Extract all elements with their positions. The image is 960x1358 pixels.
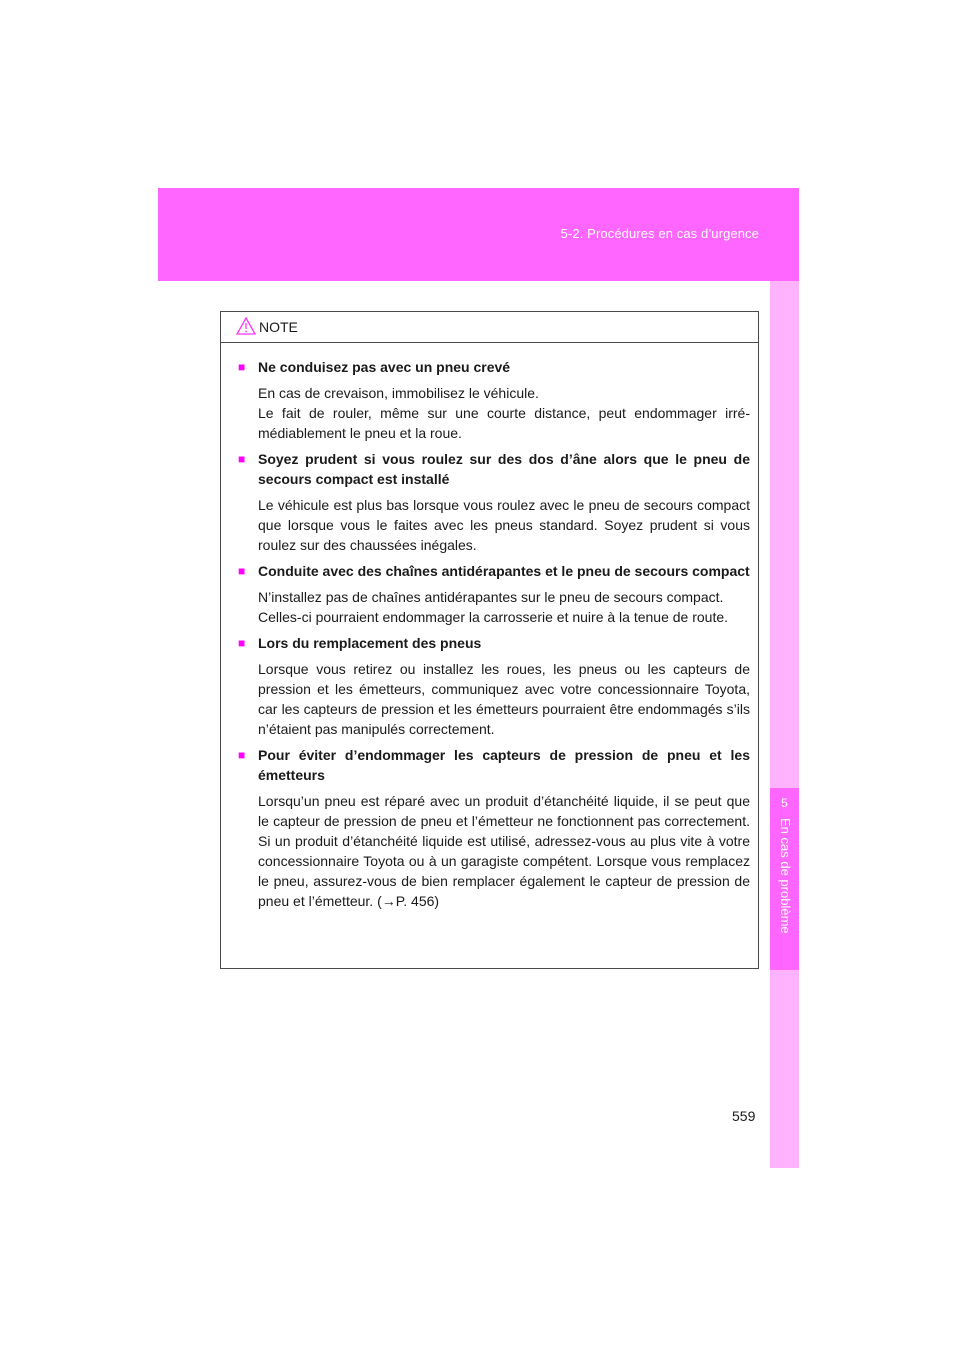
- note-item: [238, 357, 750, 443]
- chapter-label: En cas de problème: [778, 818, 793, 934]
- square-bullet-icon: ■: [238, 748, 246, 762]
- note-item-title: Pour éviter d’endommager les capteurs de pression de pneu et les émetteurs: [258, 747, 750, 783]
- square-bullet-icon: ■: [238, 452, 246, 466]
- page-number: 559: [732, 1108, 756, 1124]
- chapter-tab: [770, 788, 799, 970]
- note-item-title: Lors du remplacement des pneus: [258, 635, 482, 651]
- note-paragraph: En cas de crevaison, immobilisez le véhicule.: [258, 385, 539, 401]
- note-box: [220, 311, 759, 969]
- note-paragraph: Lorsqu’un pneu est réparé avec un produit d’étanchéité liquide, il se peut que le capteur de pression de pneu et l’émetteur ne fonctionnent pas correctement. Si un produit d’étanchéité liquide est utilisé, adressez-vous au plus vite à votre concessionnaire Toyota ou à un garagiste compétent. Lorsque vous remplacez le pneu, assurez-vous de bien remplacer également le capteur de pression de pneu et l’émetteur. (→P. 456): [258, 793, 750, 909]
- section-title: 5-2. Procédures en cas d’urgence: [560, 226, 759, 241]
- note-item: [238, 745, 750, 911]
- note-title: NOTE: [259, 319, 298, 335]
- note-paragraph: Le fait de rouler, même sur une courte distance, peut endommager irrémédiablement le pneu et la roue.: [258, 405, 750, 441]
- note-paragraph: Lorsque vous retirez ou installez les roues, les pneus ou les capteurs de pression et les émetteurs, communiquez avec votre concessionnaire Toyota, car les capteurs de pression et les émetteurs pourraient être endommagés s’ils n’étaient pas manipulés correctement.: [258, 661, 750, 737]
- note-paragraph: Le véhicule est plus bas lorsque vous roulez avec le pneu de secours compact que lorsque vous le faites avec les pneus standard. Soyez prudent si vous roulez sur des chaussées inégales.: [258, 497, 750, 553]
- square-bullet-icon: ■: [238, 636, 246, 650]
- note-item-title: Soyez prudent si vous roulez sur des dos d’âne alors que le pneu de secours compact est installé: [258, 451, 750, 487]
- note-item: [238, 449, 750, 555]
- note-header: [221, 312, 758, 343]
- square-bullet-icon: ■: [238, 564, 246, 578]
- note-item-title: Conduite avec des chaînes antidérapantes et le pneu de secours compact: [258, 563, 750, 579]
- note-paragraph: N’installez pas de chaînes antidérapantes sur le pneu de secours compact.: [258, 589, 724, 605]
- chapter-number: 5: [781, 796, 788, 810]
- note-body: [221, 343, 758, 911]
- note-item-title: Ne conduisez pas avec un pneu crevé: [258, 359, 511, 375]
- square-bullet-icon: ■: [238, 360, 246, 374]
- warning-triangle-icon: [236, 317, 256, 335]
- note-item: [238, 561, 750, 627]
- note-paragraph: Celles-ci pourraient endommager la carrosserie et nuire à la tenue de route.: [258, 609, 729, 625]
- side-thumb-strip: [770, 281, 799, 1168]
- chapter-header-band: [158, 188, 799, 281]
- note-item: [238, 633, 750, 739]
